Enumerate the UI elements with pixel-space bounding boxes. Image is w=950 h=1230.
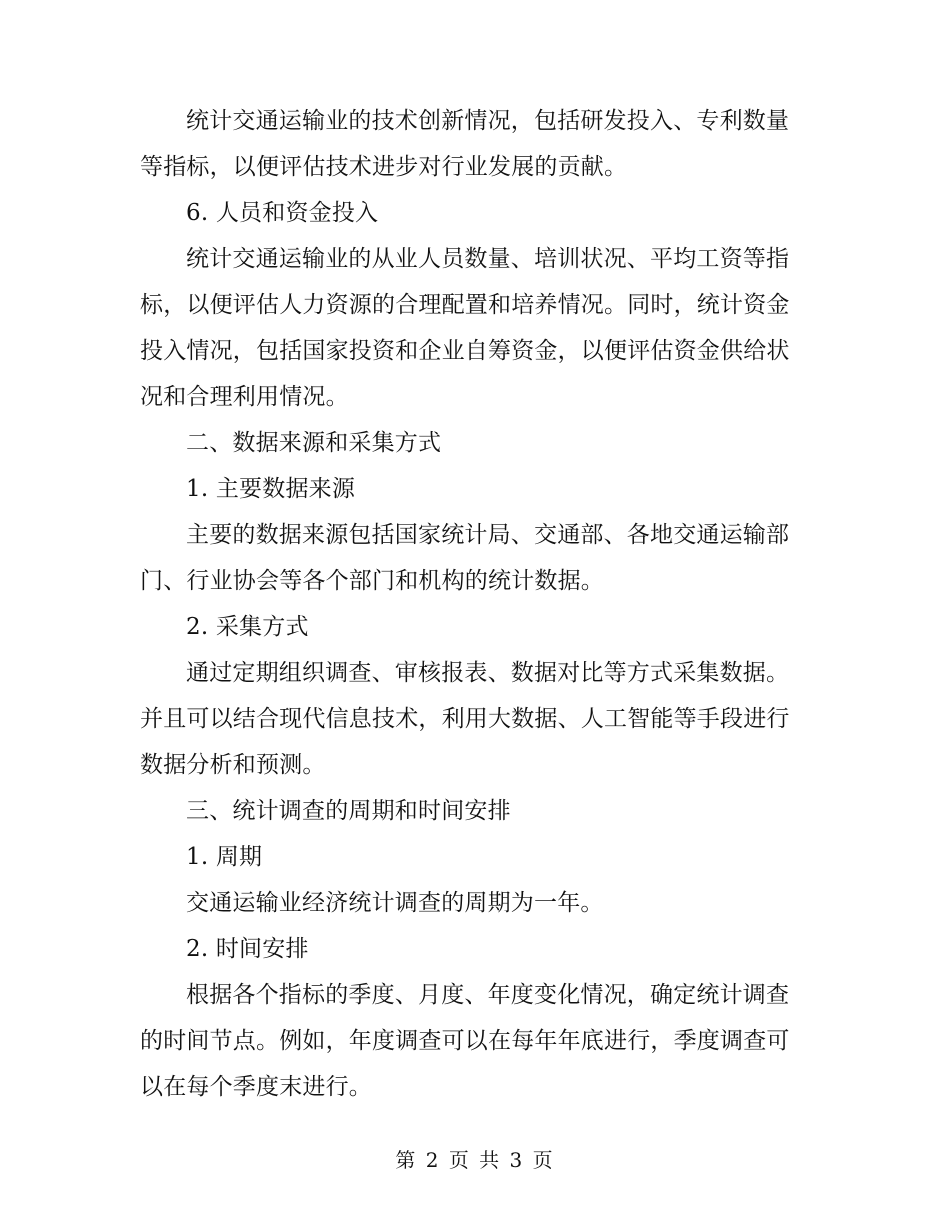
section-heading: 2. 采集方式 [186,614,309,640]
body-line: 通过定期组织调查、审核报表、数据对比等方式采集数据。 [186,660,790,686]
body-line: 的时间节点。例如，年度调查可以在每年年底进行，季度调查可 [140,1028,790,1054]
chapter-heading: 三、统计调查的周期和时间安排 [186,798,511,824]
body-line: 等指标，以便评估技术进步对行业发展的贡献。 [140,154,628,180]
body-line: 标，以便评估人力资源的合理配置和培养情况。同时，统计资金 [140,292,790,318]
body-line: 并且可以结合现代信息技术，利用大数据、人工智能等手段进行 [140,706,790,732]
body-line: 主要的数据来源包括国家统计局、交通部、各地交通运输部 [186,522,790,548]
document-body [140,98,800,1110]
body-line: 根据各个指标的季度、月度、年度变化情况，确定统计调查 [186,982,790,1008]
body-line: 交通运输业经济统计调查的周期为一年。 [186,890,604,916]
body-line: 以在每个季度末进行。 [140,1074,372,1100]
section-heading: 1. 周期 [186,844,263,870]
page-number-footer: 第 2 页 共 3 页 [395,1148,555,1172]
body-line: 况和合理利用情况。 [140,384,349,410]
section-heading: 2. 时间安排 [186,936,309,962]
body-line: 统计交通运输业的技术创新情况，包括研发投入、专利数量 [186,108,790,134]
body-line: 数据分析和预测。 [140,752,326,778]
body-line: 投入情况，包括国家投资和企业自筹资金，以便评估资金供给状 [140,338,790,364]
section-heading: 6. 人员和资金投入 [186,200,379,226]
chapter-heading: 二、数据来源和采集方式 [186,430,442,456]
body-line: 统计交通运输业的从业人员数量、培训状况、平均工资等指 [186,246,790,272]
body-line: 门、行业协会等各个部门和机构的统计数据。 [140,568,604,594]
section-heading: 1. 主要数据来源 [186,476,356,502]
